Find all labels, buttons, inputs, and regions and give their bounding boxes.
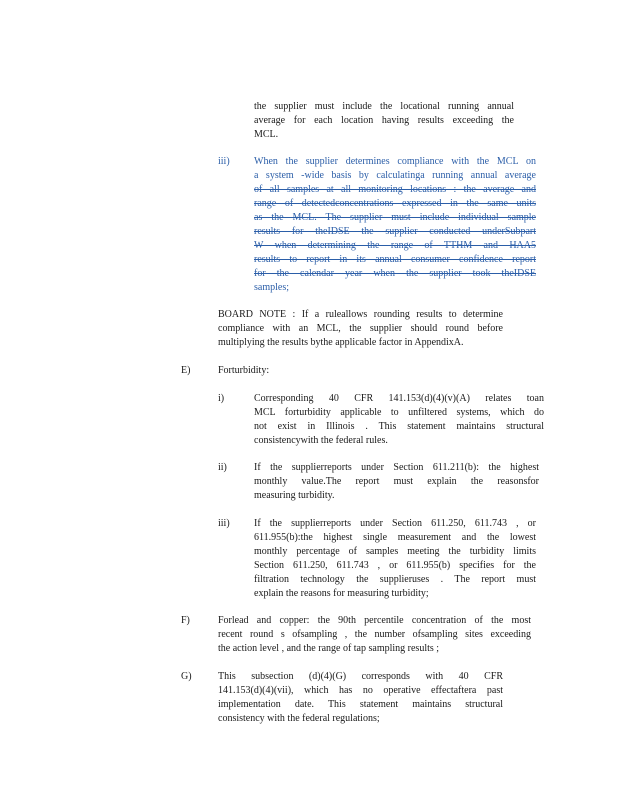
text-line: not exist in Illinois . This statement maintains structural bbox=[254, 421, 544, 432]
text-line: multiplying the results bythe applicable factor in AppendixA. bbox=[218, 337, 464, 348]
text-line: Forlead and copper: the 90th percentile concentration of the most bbox=[218, 615, 531, 626]
text-line: If the supplierreports under Section 611.211(b): the highest bbox=[254, 462, 539, 473]
text-line: BOARD NOTE : If a ruleallows rounding results to determine bbox=[218, 309, 503, 320]
text-line: explain the reasons for measuring turbidity; bbox=[254, 588, 429, 599]
struck-text-line: results for theIDSE the supplier conducted underSubpart bbox=[254, 226, 536, 237]
paragraph-continuation bbox=[254, 100, 514, 142]
text-line: Section 611.250, 611.743 , or 611.955(b) specifies for the bbox=[254, 560, 536, 571]
text-line: measuring turbidity. bbox=[254, 490, 335, 501]
text-line: the supplier must include the locational running annual bbox=[254, 101, 514, 112]
text-line: consistency with the federal regulations; bbox=[218, 713, 380, 724]
text-line: compliance with an MCL, the supplier should round before bbox=[218, 323, 503, 334]
struck-text-line: for the calendar year when the supplier took theIDSE bbox=[254, 268, 536, 279]
struck-text-line: range of detectedconcentrations expressed in the same units bbox=[254, 198, 536, 209]
text-line: 141.153(d)(4)(vii), which has no operative effectaftera past bbox=[218, 685, 503, 696]
text-line: consistencywith the federal rules. bbox=[254, 435, 388, 446]
inserted-text-line: a system -wide basis by calculatinga running annual average bbox=[254, 170, 536, 181]
text-line: 611.955(b):the highest single measurement and the lowest bbox=[254, 532, 536, 543]
item-label-i: i) bbox=[218, 393, 225, 404]
text-line: monthly percentage of samples meeting the turbidity limits bbox=[254, 546, 536, 557]
item-label-ii: ii) bbox=[218, 462, 227, 473]
text-line: MCL. bbox=[254, 129, 279, 140]
section-heading: Forturbidity: bbox=[218, 365, 270, 376]
text-line: average for each location having results exceeding the bbox=[254, 115, 514, 126]
text-line: recent round s ofsampling , the number ofsampling sites exceeding bbox=[218, 629, 531, 640]
item-label-iii: iii) bbox=[218, 156, 230, 167]
subsection-i bbox=[254, 392, 544, 448]
item-label-iii: iii) bbox=[218, 518, 230, 529]
text-line: monthly value.The report must explain the reasonsfor bbox=[254, 476, 539, 487]
inserted-text-line: samples; bbox=[254, 282, 289, 293]
text-line: Corresponding 40 CFR 141.153(d)(4)(v)(A) relates toan bbox=[254, 393, 544, 404]
board-note bbox=[218, 308, 503, 350]
paragraph-lead-copper bbox=[218, 614, 531, 656]
struck-text-line: W when determining the range of TTHM and HAA5 bbox=[254, 240, 536, 251]
text-line: the action level , and the range of tap sampling results ; bbox=[218, 643, 440, 654]
subsection-iii bbox=[254, 517, 536, 601]
paragraph-subsection-g bbox=[218, 670, 503, 726]
item-label-G: G) bbox=[181, 671, 192, 682]
struck-text-line: as the MCL. The supplier must include individual sample bbox=[254, 212, 536, 223]
text-line: filtration technology the supplieruses . The report must bbox=[254, 574, 536, 585]
revision-paragraph bbox=[254, 155, 536, 295]
text-line: If the supplierreports under Section 611.250, 611.743 , or bbox=[254, 518, 536, 529]
struck-text-line: results to report in its annual consumer confidence report bbox=[254, 254, 536, 265]
item-label-E: E) bbox=[181, 365, 191, 376]
struck-text-line: of all samples at all monitoring locations : the average and bbox=[254, 184, 536, 195]
inserted-text-line: When the supplier determines compliance with the MCL on bbox=[254, 156, 536, 167]
text-line: MCL forturbidity applicable to unfiltered systems, which do bbox=[254, 407, 544, 418]
subsection-ii bbox=[254, 461, 539, 503]
text-line: implementation date. This statement maintains structural bbox=[218, 699, 503, 710]
text-line: This subsection (d)(4)(G) corresponds with 40 CFR bbox=[218, 671, 503, 682]
item-label-F: F) bbox=[181, 615, 190, 626]
